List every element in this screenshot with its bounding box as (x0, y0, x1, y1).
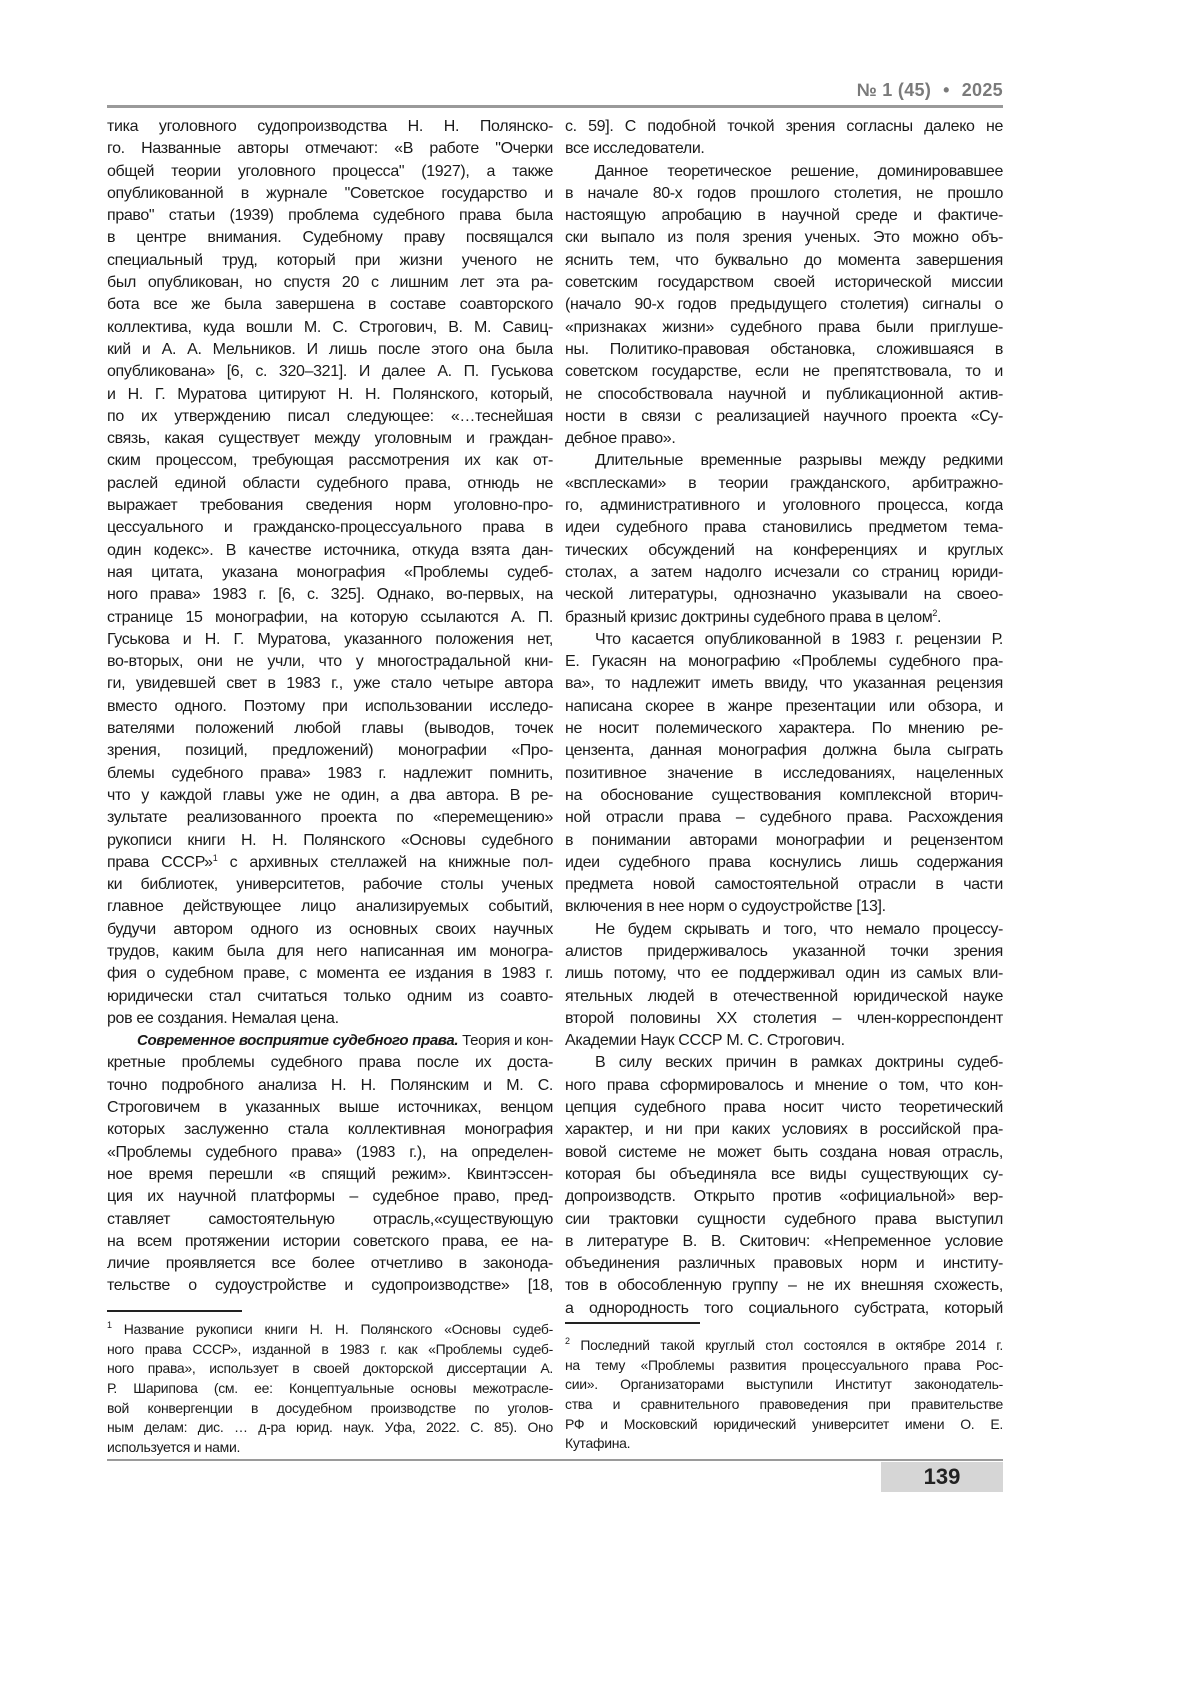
text-line: «Проблемы судебного права» (1983 г.), на определен- (107, 1142, 553, 1164)
text-line: Данное теоретическое решение, доминировавшее (565, 161, 1003, 183)
text-line: яснить тем, что буквально до момента завершения (565, 250, 1003, 272)
text-line: Не будем скрывать и того, что немало процессу- (565, 919, 1003, 941)
text-line: ным делам: дис. … д-ра юрид. наук. Уфа, 2022. С. 85). Оно (107, 1418, 553, 1438)
paragraph (107, 116, 553, 1030)
text-line: советским государством своей исторической миссии (565, 272, 1003, 294)
text-line: которых заслуженно стала коллективная монография (107, 1119, 553, 1141)
footnote-ref: 2 (565, 1336, 570, 1346)
text-line: главное действующее лицо анализируемых событий, (107, 896, 553, 918)
text-line (107, 1320, 553, 1340)
text-line: ной отрасли права – судебного права. Расхождения (565, 807, 1003, 829)
text-line: Кутафина. (565, 1434, 1003, 1454)
text-line: кий и А. А. Мельников. И лишь после этого она была (107, 339, 553, 361)
text-line: в литературе В. В. Скитович: «Непременное условие (565, 1231, 1003, 1253)
right-column (565, 116, 1003, 1320)
issue-number: № 1 (45) (857, 80, 932, 100)
paragraph (107, 1030, 553, 1298)
text-line: цессуального и гражданско-процессуального права в (107, 517, 553, 539)
text-line: а однородность того социального субстрата, который (565, 1298, 1003, 1320)
text-line: опубликована» [6, с. 320–321]. И далее А. П. Гуськова (107, 361, 553, 383)
text-line: советском государстве, если не препятствовала, то и (565, 361, 1003, 383)
text-line: был опубликован, но спустя 20 с лишним лет эта ра- (107, 272, 553, 294)
text-line: тических обсуждений на конференциях и круглых (565, 540, 1003, 562)
text-line (565, 1336, 1003, 1356)
section-heading: Современное восприятие судебного права. (137, 1032, 458, 1049)
text-line: ги, увидевшей свет в 1983 г., уже стало четыре автора (107, 673, 553, 695)
text-line: ция их научной платформы – судебное право, пред- (107, 1186, 553, 1208)
paragraph (565, 629, 1003, 919)
issue-year: 2025 (962, 80, 1003, 100)
text-line: вой конвергенции в досудебном производстве по уголов- (107, 1399, 553, 1419)
text-line: столах, а затем надолго исчезали со страниц юриди- (565, 562, 1003, 584)
text-line: В силу веских причин в рамках доктрины судеб- (565, 1052, 1003, 1074)
text-line (107, 1030, 553, 1052)
text-line: предмета новой самостоятельной отрасли в части (565, 874, 1003, 896)
text-line: ны. Политико-правовая обстановка, сложившаяся в (565, 339, 1003, 361)
text-line: на тему «Проблемы развития процессуального права Рос- (565, 1356, 1003, 1376)
text-line: объединения различных правовых норм и институ- (565, 1253, 1003, 1275)
footnote-1 (107, 1320, 553, 1458)
text-line: ного права» 1983 г. [6, с. 325]. Однако, во-первых, на (107, 584, 553, 606)
footnote-rule (565, 1322, 700, 1324)
text-line: в понимании авторами монографии и рецензентом (565, 830, 1003, 852)
text-line: и Н. Г. Муратова цитируют Н. Н. Полянского, который, (107, 384, 553, 406)
text-line: точно подробного анализа Н. Н. Полянским и М. С. (107, 1075, 553, 1097)
text-line: тика уголовного судопроизводства Н. Н. Полянско- (107, 116, 553, 138)
text-line: ного права сформировалось и мнение о том, что кон- (565, 1075, 1003, 1097)
text-line: цепция судебного права носит чисто теоретический (565, 1097, 1003, 1119)
text-line: Академии Наук СССР М. С. Строгович. (565, 1030, 1003, 1052)
text-line: Р. Шарипова (см. ее: Концептуальные основы межотрасле- (107, 1379, 553, 1399)
text-line: все исследователи. (565, 138, 1003, 160)
text-line: раслей единой области судебного права, отнюдь не (107, 473, 553, 495)
text-line: бота все же была завершена в составе соавторского (107, 294, 553, 316)
paragraph (565, 116, 1003, 161)
text-line: ров ее создания. Немалая цена. (107, 1008, 553, 1030)
text-line: ятельных людей в отечественной юридической науке (565, 986, 1003, 1008)
text-line: ная цитата, указана монография «Проблемы судеб- (107, 562, 553, 584)
text-line: «всплесками» в теории гражданского, арбитражно- (565, 473, 1003, 495)
footer-rule (107, 1459, 1003, 1461)
footnote-ref: 2 (932, 608, 937, 618)
text-line: Е. Гукасян на монографию «Проблемы судебного пра- (565, 651, 1003, 673)
text-line: странице 15 монографии, на которую ссылаются А. П. (107, 607, 553, 629)
text-line: характер, и ни при каких условиях в российской пра- (565, 1119, 1003, 1141)
text-line: в центре внимания. Судебному праву посвящался (107, 227, 553, 249)
text-line: го. Названные авторы отмечают: «В работе "Очерки (107, 138, 553, 160)
text-line: настоящую апробацию в научной среде и фактиче- (565, 205, 1003, 227)
text-line: ски выпало из поля зрения ученых. Это можно объ- (565, 227, 1003, 249)
paragraph (565, 450, 1003, 628)
text-line: опубликованной в журнале "Советское государство и (107, 183, 553, 205)
text-line: цензента, данная монография должна была сыграть (565, 740, 1003, 762)
text-line: (начало 90-х годов предыдущего столетия) сигналы о (565, 294, 1003, 316)
text-line: блемы судебного права» 1983 г. надлежит помнить, (107, 763, 553, 785)
text-segment: с архивных стеллажей на книжные пол- (217, 854, 553, 871)
text-line: го, административного и уголовного процесса, когда (565, 495, 1003, 517)
text-line: трудов, каким была для него написанная им моногра- (107, 941, 553, 963)
text-line: Длительные временные разрывы между редкими (565, 450, 1003, 472)
text-line: с. 59]. С подобной точкой зрения согласны далеко не (565, 116, 1003, 138)
text-line: связь, какая существует между уголовным и граждан- (107, 428, 553, 450)
text-line: что у каждой главы уже не один, а два автора. В ре- (107, 785, 553, 807)
text-line: один кодекс». В качестве источника, откуда взята дан- (107, 540, 553, 562)
text-line: на обоснование существования комплексной вторич- (565, 785, 1003, 807)
text-segment: права СССР» (107, 854, 213, 871)
paragraph (565, 161, 1003, 451)
text-line: которая бы объединяла все виды существующих су- (565, 1164, 1003, 1186)
text-line: ческой литературы, однозначно указывали на своео- (565, 584, 1003, 606)
text-line: кретные проблемы судебного права после их доста- (107, 1052, 553, 1074)
text-line: по их утверждению писал следующее: «…теснейшая (107, 406, 553, 428)
header-rule (107, 105, 1003, 108)
text-line: лишь потому, что ее поддерживал один из самых вли- (565, 963, 1003, 985)
text-line: тов в обособленную группу – не их внешняя схожесть, (565, 1275, 1003, 1297)
text-line: будучи автором одного из основных своих научных (107, 919, 553, 941)
text-line: ности в связи с реализацией научного проекта «Су- (565, 406, 1003, 428)
text-line: ства и сравнительного правоведения при правительстве (565, 1395, 1003, 1415)
text-line: на всем протяжении истории советского права, ее на- (107, 1231, 553, 1253)
text-line: сии трактовки сущности судебного права выступил (565, 1209, 1003, 1231)
text-segment: Теория и кон- (458, 1032, 553, 1049)
left-column (107, 116, 553, 1298)
text-line: специальный труд, который при жизни ученого не (107, 250, 553, 272)
text-line: личие проявляется все более отчетливо в законода- (107, 1253, 553, 1275)
text-line: ва», то надлежит иметь ввиду, что указанная рецензия (565, 673, 1003, 695)
text-line (107, 852, 553, 874)
text-line: ки библиотек, университетов, рабочие столы ученых (107, 874, 553, 896)
text-line: зультате реализованного проекта по «перемещению» (107, 807, 553, 829)
text-line: «признаках жизни» судебного права были приглуше- (565, 317, 1003, 339)
text-line: идеи судебного права коснулись лишь содержания (565, 852, 1003, 874)
paragraph (565, 1052, 1003, 1320)
text-line: второй половины XX столетия – член-корреспондент (565, 1008, 1003, 1030)
footnote-2 (565, 1336, 1003, 1454)
text-line: во-вторых, они не учли, что у многострадальной кни- (107, 651, 553, 673)
text-line: ного права», использует в своей докторской диссертации А. (107, 1359, 553, 1379)
page-number: 139 (881, 1462, 1003, 1492)
text-line: в начале 80-х годов прошлого столетия, не прошло (565, 183, 1003, 205)
issue-header (857, 80, 1003, 101)
text-line: общей теории уголовного процесса" (1927), а также (107, 161, 553, 183)
text-line: фия о судебном праве, с момента ее издания в 1983 г. (107, 963, 553, 985)
text-line: сии». Организаторами выступили Институт законодатель- (565, 1375, 1003, 1395)
text-line: идеи судебного права становились предметом тема- (565, 517, 1003, 539)
text-line: допроизводств. Открыто против «официальной» вер- (565, 1186, 1003, 1208)
text-line: ного права СССР», изданной в 1983 г. как «Проблемы судеб- (107, 1340, 553, 1360)
text-line: тельстве о судоустройстве и судопроизводстве» [18, (107, 1275, 553, 1297)
text-line: рукописи книги Н. Н. Полянского «Основы судебного (107, 830, 553, 852)
text-line: вовой системе не может быть создана новая отрасль, (565, 1142, 1003, 1164)
text-line: написана скорее в жанре презентации или обзора, и (565, 696, 1003, 718)
text-line: включения в нее норм о судоустройстве [13]. (565, 896, 1003, 918)
text-line: РФ и Московский юридический университет имени О. Е. (565, 1415, 1003, 1435)
text-line: дебное право». (565, 428, 1003, 450)
text-line: алистов придерживалось указанной точки зрения (565, 941, 1003, 963)
text-line: Строговичем в указанных выше источниках, венцом (107, 1097, 553, 1119)
text-line (565, 607, 1003, 629)
text-line: юридически стал считаться только одним из соавто- (107, 986, 553, 1008)
text-line: Что касается опубликованной в 1983 г. рецензии Р. (565, 629, 1003, 651)
text-segment: Последний такой круглый стол состоялся в октябре 2014 г. (570, 1337, 1003, 1353)
text-line: коллектива, куда вошли М. С. Строгович, В. М. Савиц- (107, 317, 553, 339)
text-line: Гуськова и Н. Г. Муратова, указанного положения нет, (107, 629, 553, 651)
text-line: выражает требования сведения норм уголовно-про- (107, 495, 553, 517)
paragraph (565, 919, 1003, 1053)
text-segment: бразный кризис доктрины судебного права в целом (565, 609, 932, 626)
text-line: ставляет самостоятельную отрасль,«существующую (107, 1209, 553, 1231)
text-segment: Название рукописи книги Н. Н. Полянского «Основы судеб- (112, 1321, 553, 1337)
text-line: право" статьи (1939) проблема судебного права была (107, 205, 553, 227)
text-line: ное время перешли «в спящий режим». Квинтэссен- (107, 1164, 553, 1186)
footnote-rule (107, 1310, 242, 1312)
text-segment: . (937, 609, 941, 626)
text-line: зрения, позиций, предложений) монографии «Про- (107, 740, 553, 762)
text-line: не носит полемического характера. По мнению ре- (565, 718, 1003, 740)
separator: • (943, 80, 950, 100)
footnote-ref: 1 (107, 1320, 112, 1330)
text-line: вателями положений любой главы (выводов, точек (107, 718, 553, 740)
text-line: позитивное значение в исследованиях, нацеленных (565, 763, 1003, 785)
text-line: вместо одного. Поэтому при использовании исследо- (107, 696, 553, 718)
footnote-ref: 1 (213, 853, 218, 863)
text-line: ским процессом, требующая рассмотрения их как от- (107, 450, 553, 472)
text-line: не способствовала научной и публикационной актив- (565, 384, 1003, 406)
text-line: используется и нами. (107, 1438, 553, 1458)
